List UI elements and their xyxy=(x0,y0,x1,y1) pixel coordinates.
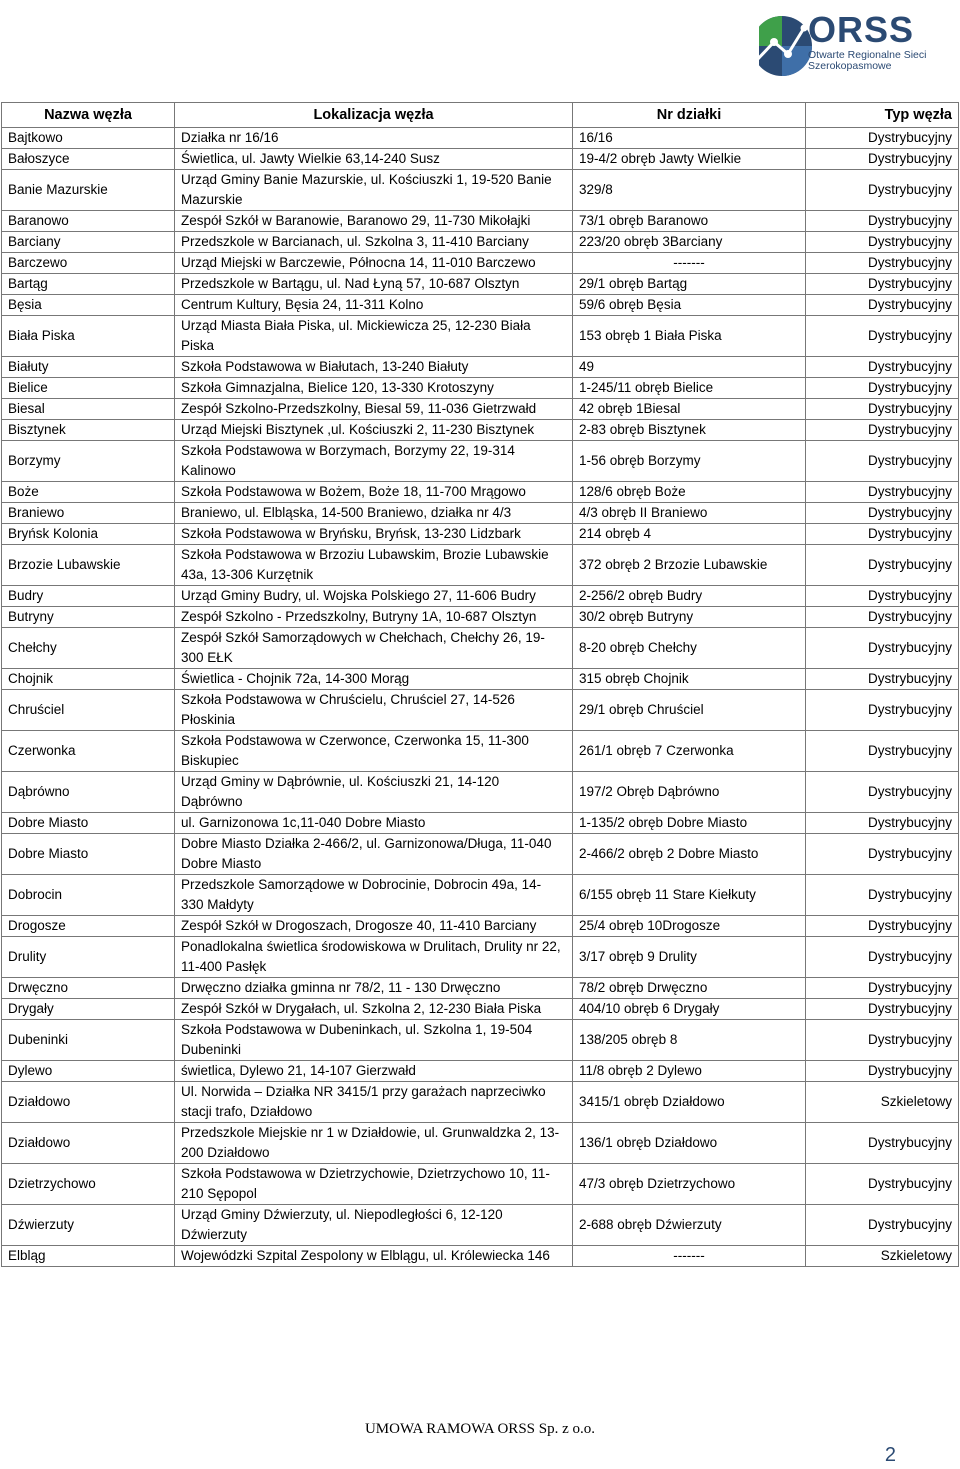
cell-node-name: Drogosze xyxy=(2,916,175,937)
cell-plot-number: 128/6 obręb Boże xyxy=(573,482,806,503)
table-row xyxy=(2,441,959,482)
cell-plot-number: 1-135/2 obręb Dobre Miasto xyxy=(573,813,806,834)
cell-node-location: Szkoła Podstawowa w Borzymach, Borzymy 22, 19-314 Kalinowo xyxy=(175,441,573,482)
table-row xyxy=(2,211,959,232)
cell-node-location: Urząd Gminy Banie Mazurskie, ul. Kościuszki 1, 19-520 Banie Mazurskie xyxy=(175,170,573,211)
cell-node-name: Bajtkowo xyxy=(2,128,175,149)
cell-node-location: Szkoła Podstawowa w Dubeninkach, ul. Szkolna 1, 19-504 Dubeninki xyxy=(175,1020,573,1061)
table-row xyxy=(2,669,959,690)
cell-node-type: Dystrybucyjny xyxy=(806,628,959,669)
cell-node-name: Drulity xyxy=(2,937,175,978)
cell-node-name: Chruściel xyxy=(2,690,175,731)
logo-subtitle: Otwarte Regionalne Sieci Szerokopasmowe xyxy=(808,49,927,72)
cell-node-type: Dystrybucyjny xyxy=(806,916,959,937)
cell-node-location: Urząd Gminy w Dąbrównie, ul. Kościuszki 21, 14-120 Dąbrówno xyxy=(175,772,573,813)
cell-node-location: Działka nr 16/16 xyxy=(175,128,573,149)
cell-node-type: Dystrybucyjny xyxy=(806,813,959,834)
cell-plot-number: 78/2 obręb Drwęczno xyxy=(573,978,806,999)
table-row xyxy=(2,690,959,731)
cell-node-name: Budry xyxy=(2,586,175,607)
cell-node-location: Drwęczno działka gminna nr 78/2, 11 - 130 Drwęczno xyxy=(175,978,573,999)
cell-node-type: Dystrybucyjny xyxy=(806,607,959,628)
cell-node-name: Dobre Miasto xyxy=(2,834,175,875)
cell-plot-number: 19-4/2 obręb Jawty Wielkie xyxy=(573,149,806,170)
cell-node-location: Szkoła Podstawowa w Chruścielu, Chruściel 27, 14-526 Płoskinia xyxy=(175,690,573,731)
cell-node-type: Dystrybucyjny xyxy=(806,232,959,253)
cell-node-location: Przedszkole Samorządowe w Dobrocinie, Dobrocin 49a, 14-330 Małdyty xyxy=(175,875,573,916)
footer-text: UMOWA RAMOWA ORSS Sp. z o.o. xyxy=(364,1421,596,1437)
nodes-table xyxy=(1,102,959,1267)
table-row xyxy=(2,274,959,295)
cell-plot-number: 30/2 obręb Butryny xyxy=(573,607,806,628)
header-node-location: Lokalizacja węzła xyxy=(175,103,573,128)
cell-node-type: Dystrybucyjny xyxy=(806,978,959,999)
table-row xyxy=(2,628,959,669)
cell-node-location: Urząd Miejski Bisztynek ,ul. Kościuszki 2, 11-230 Bisztynek xyxy=(175,420,573,441)
cell-plot-number: 6/155 obręb 11 Stare Kiełkuty xyxy=(573,875,806,916)
cell-node-name: Elbląg xyxy=(2,1246,175,1267)
cell-node-type: Dystrybucyjny xyxy=(806,1020,959,1061)
cell-plot-number: 47/3 obręb Dzietrzychowo xyxy=(573,1164,806,1205)
cell-node-type: Dystrybucyjny xyxy=(806,772,959,813)
cell-node-type: Dystrybucyjny xyxy=(806,128,959,149)
table-row xyxy=(2,772,959,813)
table-row xyxy=(2,128,959,149)
table-row xyxy=(2,1205,959,1246)
cell-plot-number: ------- xyxy=(573,1246,806,1267)
cell-plot-number: 138/205 obręb 8 xyxy=(573,1020,806,1061)
cell-node-type: Dystrybucyjny xyxy=(806,253,959,274)
cell-node-location: Wojewódzki Szpital Zespolony w Elblągu, ul. Królewiecka 146 xyxy=(175,1246,573,1267)
logo-wordmark: ORSS xyxy=(808,9,915,50)
cell-plot-number: 404/10 obręb 6 Drygały xyxy=(573,999,806,1020)
cell-node-type: Dystrybucyjny xyxy=(806,295,959,316)
table-row xyxy=(2,1164,959,1205)
table-row xyxy=(2,978,959,999)
table-header-row xyxy=(2,103,959,128)
cell-node-location: Świetlica - Chojnik 72a, 14-300 Morąg xyxy=(175,669,573,690)
table-row xyxy=(2,545,959,586)
cell-plot-number: 11/8 obręb 2 Dylewo xyxy=(573,1061,806,1082)
table-row xyxy=(2,149,959,170)
cell-node-type: Dystrybucyjny xyxy=(806,524,959,545)
table-row xyxy=(2,1082,959,1123)
table-row xyxy=(2,232,959,253)
cell-node-name: Drwęczno xyxy=(2,978,175,999)
table-row xyxy=(2,357,959,378)
table-row xyxy=(2,482,959,503)
cell-node-name: Czerwonka xyxy=(2,731,175,772)
cell-node-location: Urząd Miejski w Barczewie, Północna 14, 11-010 Barczewo xyxy=(175,253,573,274)
cell-node-name: Banie Mazurskie xyxy=(2,170,175,211)
cell-node-name: Biesal xyxy=(2,399,175,420)
cell-node-location: Szkoła Gimnazjalna, Bielice 120, 13-330 Krotoszyny xyxy=(175,378,573,399)
cell-node-type: Dystrybucyjny xyxy=(806,731,959,772)
cell-node-location: Świetlica, ul. Jawty Wielkie 63,14-240 Susz xyxy=(175,149,573,170)
cell-node-location: Zespół Szkolno - Przedszkolny, Butryny 1A, 10-687 Olsztyn xyxy=(175,607,573,628)
cell-plot-number: 4/3 obręb II Braniewo xyxy=(573,503,806,524)
cell-node-location: Zespół Szkół w Baranowie, Baranowo 29, 11-730 Mikołajki xyxy=(175,211,573,232)
cell-plot-number: 372 obręb 2 Brzozie Lubawskie xyxy=(573,545,806,586)
cell-plot-number: 3/17 obręb 9 Drulity xyxy=(573,937,806,978)
table-row xyxy=(2,378,959,399)
table-row xyxy=(2,916,959,937)
cell-node-name: Działdowo xyxy=(2,1123,175,1164)
table-row xyxy=(2,813,959,834)
table-row xyxy=(2,1020,959,1061)
table-row xyxy=(2,503,959,524)
cell-node-name: Bęsia xyxy=(2,295,175,316)
cell-node-name: Dzietrzychowo xyxy=(2,1164,175,1205)
cell-plot-number: 25/4 obręb 10Drogosze xyxy=(573,916,806,937)
cell-plot-number: ------- xyxy=(573,253,806,274)
header-node-type: Typ węzła xyxy=(806,103,959,128)
cell-node-type: Dystrybucyjny xyxy=(806,482,959,503)
table-row xyxy=(2,1246,959,1267)
header-node-name: Nazwa węzła xyxy=(2,103,175,128)
cell-node-type: Dystrybucyjny xyxy=(806,1061,959,1082)
cell-node-type: Dystrybucyjny xyxy=(806,1164,959,1205)
cell-node-name: Bryńsk Kolonia xyxy=(2,524,175,545)
cell-node-type: Dystrybucyjny xyxy=(806,378,959,399)
cell-node-name: Chełchy xyxy=(2,628,175,669)
cell-node-type: Dystrybucyjny xyxy=(806,999,959,1020)
cell-node-name: Barciany xyxy=(2,232,175,253)
page-number: 2 xyxy=(884,1444,896,1466)
cell-node-location: Zespół Szkół w Drygałach, ul. Szkolna 2, 12-230 Biała Piska xyxy=(175,999,573,1020)
cell-node-location: Zespół Szkół Samorządowych w Chełchach, Chełchy 26, 19-300 EŁK xyxy=(175,628,573,669)
cell-node-name: Borzymy xyxy=(2,441,175,482)
cell-plot-number: 2-466/2 obręb 2 Dobre Miasto xyxy=(573,834,806,875)
cell-node-location: Ul. Norwida – Działka NR 3415/1 przy garażach naprzeciwko stacji trafo, Działdowo xyxy=(175,1082,573,1123)
cell-node-type: Dystrybucyjny xyxy=(806,211,959,232)
cell-node-location: Urząd Gminy Budry, ul. Wojska Polskiego 27, 11-606 Budry xyxy=(175,586,573,607)
cell-node-location: Dobre Miasto Działka 2-466/2, ul. Garnizonowa/Długa, 11-040 Dobre Miasto xyxy=(175,834,573,875)
cell-node-location: Szkoła Podstawowa w Brzoziu Lubawskim, Brozie Lubawskie 43a, 13-306 Kurzętnik xyxy=(175,545,573,586)
cell-node-type: Szkieletowy xyxy=(806,1082,959,1123)
cell-node-location: Braniewo, ul. Elbląska, 14-500 Braniewo, działka nr 4/3 xyxy=(175,503,573,524)
cell-node-name: Bisztynek xyxy=(2,420,175,441)
table-row xyxy=(2,937,959,978)
cell-node-location: Przedszkole Miejskie nr 1 w Działdowie, ul. Grunwaldzka 2, 13-200 Działdowo xyxy=(175,1123,573,1164)
cell-plot-number: 2-83 obręb Bisztynek xyxy=(573,420,806,441)
cell-plot-number: 2-688 obręb Dźwierzuty xyxy=(573,1205,806,1246)
cell-node-location: Przedszkole w Bartągu, ul. Nad Łyną 57, 10-687 Olsztyn xyxy=(175,274,573,295)
cell-plot-number: 214 obręb 4 xyxy=(573,524,806,545)
table-row xyxy=(2,834,959,875)
cell-plot-number: 136/1 obręb Działdowo xyxy=(573,1123,806,1164)
cell-plot-number: 223/20 obręb 3Barciany xyxy=(573,232,806,253)
cell-node-name: Działdowo xyxy=(2,1082,175,1123)
cell-plot-number: 1-245/11 obręb Bielice xyxy=(573,378,806,399)
cell-node-type: Dystrybucyjny xyxy=(806,399,959,420)
cell-plot-number: 49 xyxy=(573,357,806,378)
cell-node-type: Dystrybucyjny xyxy=(806,149,959,170)
cell-plot-number: 315 obręb Chojnik xyxy=(573,669,806,690)
cell-node-name: Butryny xyxy=(2,607,175,628)
cell-node-name: Dobre Miasto xyxy=(2,813,175,834)
table-row xyxy=(2,420,959,441)
table-row xyxy=(2,253,959,274)
cell-node-name: Dąbrówno xyxy=(2,772,175,813)
cell-plot-number: 29/1 obręb Chruściel xyxy=(573,690,806,731)
cell-node-type: Dystrybucyjny xyxy=(806,669,959,690)
cell-node-location: Zespół Szkolno-Przedszkolny, Biesal 59, 11-036 Gietrzwałd xyxy=(175,399,573,420)
table-row xyxy=(2,607,959,628)
cell-node-type: Dystrybucyjny xyxy=(806,545,959,586)
cell-plot-number: 1-56 obręb Borzymy xyxy=(573,441,806,482)
cell-node-type: Dystrybucyjny xyxy=(806,170,959,211)
table-row xyxy=(2,399,959,420)
cell-plot-number: 59/6 obręb Bęsia xyxy=(573,295,806,316)
cell-node-name: Brzozie Lubawskie xyxy=(2,545,175,586)
cell-node-location: Szkoła Podstawowa w Bryńsku, Bryńsk, 13-230 Lidzbark xyxy=(175,524,573,545)
cell-node-type: Dystrybucyjny xyxy=(806,441,959,482)
cell-node-name: Braniewo xyxy=(2,503,175,524)
cell-node-location: Centrum Kultury, Bęsia 24, 11-311 Kolno xyxy=(175,295,573,316)
cell-plot-number: 153 obręb 1 Biała Piska xyxy=(573,316,806,357)
cell-node-name: Boże xyxy=(2,482,175,503)
cell-plot-number: 29/1 obręb Bartąg xyxy=(573,274,806,295)
cell-node-name: Drygały xyxy=(2,999,175,1020)
cell-node-name: Bartąg xyxy=(2,274,175,295)
cell-node-location: Urząd Gminy Dźwierzuty, ul. Niepodległości 6, 12-120 Dźwierzuty xyxy=(175,1205,573,1246)
cell-plot-number: 42 obręb 1Biesal xyxy=(573,399,806,420)
table-row xyxy=(2,1123,959,1164)
table-row xyxy=(2,999,959,1020)
cell-plot-number: 329/8 xyxy=(573,170,806,211)
cell-node-type: Dystrybucyjny xyxy=(806,1205,959,1246)
cell-node-name: Bielice xyxy=(2,378,175,399)
cell-node-name: Chojnik xyxy=(2,669,175,690)
table-row xyxy=(2,524,959,545)
cell-plot-number: 73/1 obręb Baranowo xyxy=(573,211,806,232)
cell-node-type: Dystrybucyjny xyxy=(806,834,959,875)
cell-plot-number: 3415/1 obręb Działdowo xyxy=(573,1082,806,1123)
table-row xyxy=(2,586,959,607)
cell-node-type: Dystrybucyjny xyxy=(806,274,959,295)
cell-node-name: Białuty xyxy=(2,357,175,378)
table-row xyxy=(2,295,959,316)
cell-node-location: Szkoła Podstawowa w Dzietrzychowie, Dzietrzychowo 10, 11-210 Sępopol xyxy=(175,1164,573,1205)
cell-node-type: Dystrybucyjny xyxy=(806,875,959,916)
cell-node-name: Bałoszyce xyxy=(2,149,175,170)
cell-node-name: Barczewo xyxy=(2,253,175,274)
cell-node-location: Zespół Szkół w Drogoszach, Drogosze 40, 11-410 Barciany xyxy=(175,916,573,937)
table-row xyxy=(2,1061,959,1082)
cell-node-location: ul. Garnizonowa 1c,11-040 Dobre Miasto xyxy=(175,813,573,834)
cell-plot-number: 16/16 xyxy=(573,128,806,149)
cell-node-location: świetlica, Dylewo 21, 14-107 Gierzwałd xyxy=(175,1061,573,1082)
cell-plot-number: 8-20 obręb Chełchy xyxy=(573,628,806,669)
cell-node-name: Baranowo xyxy=(2,211,175,232)
cell-node-location: Urząd Miasta Biała Piska, ul. Mickiewicza 25, 12-230 Biała Piska xyxy=(175,316,573,357)
cell-node-location: Przedszkole w Barcianach, ul. Szkolna 3, 11-410 Barciany xyxy=(175,232,573,253)
cell-node-type: Dystrybucyjny xyxy=(806,1123,959,1164)
cell-plot-number: 2-256/2 obręb Budry xyxy=(573,586,806,607)
cell-node-name: Dobrocin xyxy=(2,875,175,916)
cell-node-type: Dystrybucyjny xyxy=(806,586,959,607)
cell-node-name: Dubeninki xyxy=(2,1020,175,1061)
cell-node-type: Dystrybucyjny xyxy=(806,503,959,524)
cell-node-location: Szkoła Podstawowa w Bożem, Boże 18, 11-700 Mrągowo xyxy=(175,482,573,503)
cell-node-type: Dystrybucyjny xyxy=(806,420,959,441)
header-plot-number: Nr działki xyxy=(573,103,806,128)
table-row xyxy=(2,731,959,772)
cell-plot-number: 197/2 Obręb Dąbrówno xyxy=(573,772,806,813)
table-row xyxy=(2,170,959,211)
cell-node-type: Szkieletowy xyxy=(806,1246,959,1267)
cell-node-name: Dźwierzuty xyxy=(2,1205,175,1246)
cell-node-type: Dystrybucyjny xyxy=(806,316,959,357)
cell-node-type: Dystrybucyjny xyxy=(806,357,959,378)
table-row xyxy=(2,875,959,916)
cell-node-name: Dylewo xyxy=(2,1061,175,1082)
cell-node-name: Biała Piska xyxy=(2,316,175,357)
cell-node-type: Dystrybucyjny xyxy=(806,690,959,731)
table-row xyxy=(2,316,959,357)
cell-node-location: Ponadlokalna świetlica środowiskowa w Drulitach, Drulity nr 22, 11-400 Pasłęk xyxy=(175,937,573,978)
cell-node-location: Szkoła Podstawowa w Czerwonce, Czerwonka 15, 11-300 Biskupiec xyxy=(175,731,573,772)
cell-plot-number: 261/1 obręb 7 Czerwonka xyxy=(573,731,806,772)
cell-node-location: Szkoła Podstawowa w Białutach, 13-240 Białuty xyxy=(175,357,573,378)
cell-node-type: Dystrybucyjny xyxy=(806,937,959,978)
